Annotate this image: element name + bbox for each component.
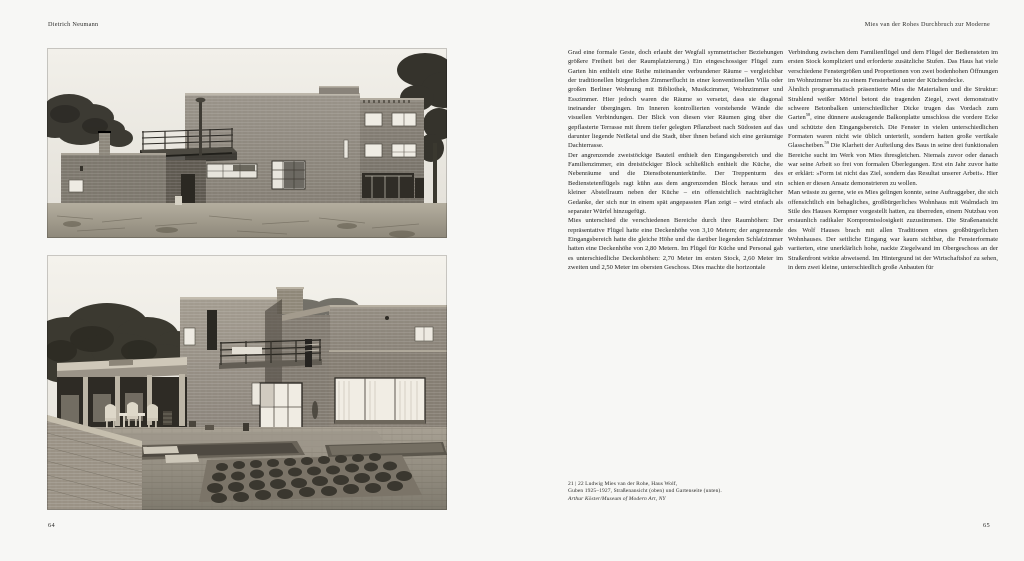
caption-line-2: Guben 1925–1927, Straßenansicht (oben) und Gartenseite (unten).	[568, 488, 722, 495]
paragraph: Grad eine formale Geste, doch erlaubt der Wegfall symmetrischer Beziehungen größere Freiheit bei der Raumplatzierung.) Ein eingeschossiger Flügel zum Garten hin enthielt eine Reihe miteinander verbundener Räume – vergleichbar der traditionellen bürgerlichen Zimmerflucht in einer konventionellen Villa oder großen Berliner Wohnung mit Bibliothek, Musikzimmer, Wohnzimmer und Esszimmer. Hier jedoch waren die Räume so versetzt, dass sie diagonal ineinander übergingen. Im Inneren kontrollierten vorstehende Wände die visuellen Verbindungen. Der Blick von diesen vier Räumen ging über die gepflasterte Terrasse mit ihrem tiefer gelegten Pflanzbeet nach Südosten auf das darunter liegende Neißetal und die Stadt, über ihnen befand sich eine geräumige Dachterrasse.	[568, 49, 783, 150]
page-number-left: 64	[48, 522, 55, 529]
paragraph	[788, 48, 998, 85]
paragraph-text: Verbindung zwischen dem Familienflügel und dem Flügel der Bediensteten im ersten Stock kompliziert und erforderte zusätzliche Stufen. Das Haus hat viele verschiedene Fenstergrößen und Proportionen von zwei bodenhohen Öffnungen im Wohnzimmer bis zu einem Fensterband unter der Küchendecke.	[788, 49, 998, 85]
street-facade-photograph	[47, 48, 447, 238]
footnote-marker[interactable]: 59	[824, 140, 829, 146]
running-head-right: Mies van der Rohes Durchbruch zur Moderne	[864, 21, 990, 28]
footnote-marker[interactable]: 58	[805, 112, 811, 118]
caption-credit: Arthur Köster/Museum of Modern Art, NY	[568, 495, 666, 502]
figure-caption	[568, 481, 798, 503]
caption-line-1: 21 | 22 Ludwig Mies van der Rohe, Haus Wolf,	[568, 481, 678, 487]
paragraph-with-footnotes	[788, 85, 998, 188]
paragraph	[788, 188, 998, 272]
paragraph-text: Man wüsste zu gerne, wie es Mies gelingen konnte, seine Auftraggeber, die sich offensichtlich ein behagliches, großbürgerliches Wohnhaus mit Walmdach im Stile des Hauses Kempner vorgestellt hatten, zu überreden, einem Nutzbau von erstaunlich radikaler Kompromisslosigkeit zuzustimmen. Die Straßenansicht des Wolf Hauses brach mit allen Traditionen eines großbürgerlichen Wohnhauses. Der seitliche Eingang war kaum sichtbar, die Fensterformate variierten, eine unerklärlich hohe, nackte Ziegelwand im Obergeschoss an der Straßenfront wirkte abweisend. Im Hintergrund ist der Wirtschaftshof zu sehen, in dem zwei kleine, unterschiedlich große Anbauten für	[788, 189, 998, 271]
paragraph-text: Die Klarheit der Aufteilung des Baus in seine drei funktionalen Bereiche sucht im Werk von Mies ihresgleichen. Niemals zuvor oder danach war seine Arbeit so frei von formalen Überlegungen. Erst ein Jahr zuvor hatte er erklärt: »Form ist nicht das Ziel, sondern das Resultat unserer Arbeit«. Hier schien er diesen Ansatz demonstrieren zu wollen.	[788, 142, 998, 187]
body-column-left	[568, 48, 783, 272]
page-number-right: 65	[983, 522, 990, 529]
paragraph: Der angrenzende zweistöckige Bauteil enthielt den Eingangsbereich und die Familienzimmer, ein dreistöckiger Block schließlich enthielt die Küche, die Nebenräume und die Dienstbotenunterkünfte. Der Treppenturm des Bedienstetenflügels ragt kühn aus dem angrenzenden Block heraus und ein kleiner Abstellraum neben der Küche – ein offensichtlich nachträglicher Gedanke, der sich nur in einem spät angepassten Plan zeigt – wird einfach als separater Würfel hinzugefügt.	[568, 151, 783, 215]
paragraph: Mies unterschied die verschiedenen Bereiche durch ihre Raumhöhen: Der repräsentative Flügel hatte eine Deckenhöhe von 3,10 Metern; der angrenzende Eingangsbereich hatte die gleiche Höhe und die darüber liegenden Schlafzimmer hatten eine Deckenhöhe von 2,80 Metern. Im Flügel für Küche und Personal gab es unterschiedliche Deckenhöhen: 2,70 Meter im ersten Stock, 2,60 Meter im zweiten und 2,50 Meter im obersten Geschoss. Dies machte die horizontale	[568, 217, 783, 271]
running-head-left: Dietrich Neumann	[48, 21, 99, 28]
paragraph-text: , eine dünnere auskragende Balkonplatte umschloss die vordere Ecke und schützte den Eingangsbereich. Die Fenster in vielen unterschiedlichen Formaten waren nicht wie üblich unterteilt, sondern hatten große vertikale Glasscheiben.	[788, 114, 998, 150]
paragraph-text: Ähnlich programmatisch präsentierte Mies die Materialien und die Struktur: Strahlend weißer Mörtel betont die tragenden Ziegel, zwei demonstrativ schwere Betonbalken unterschiedlicher Dicke trugen das Vordach zum Garten	[788, 86, 998, 122]
body-column-right	[788, 48, 998, 272]
garden-side-photograph	[47, 255, 447, 510]
